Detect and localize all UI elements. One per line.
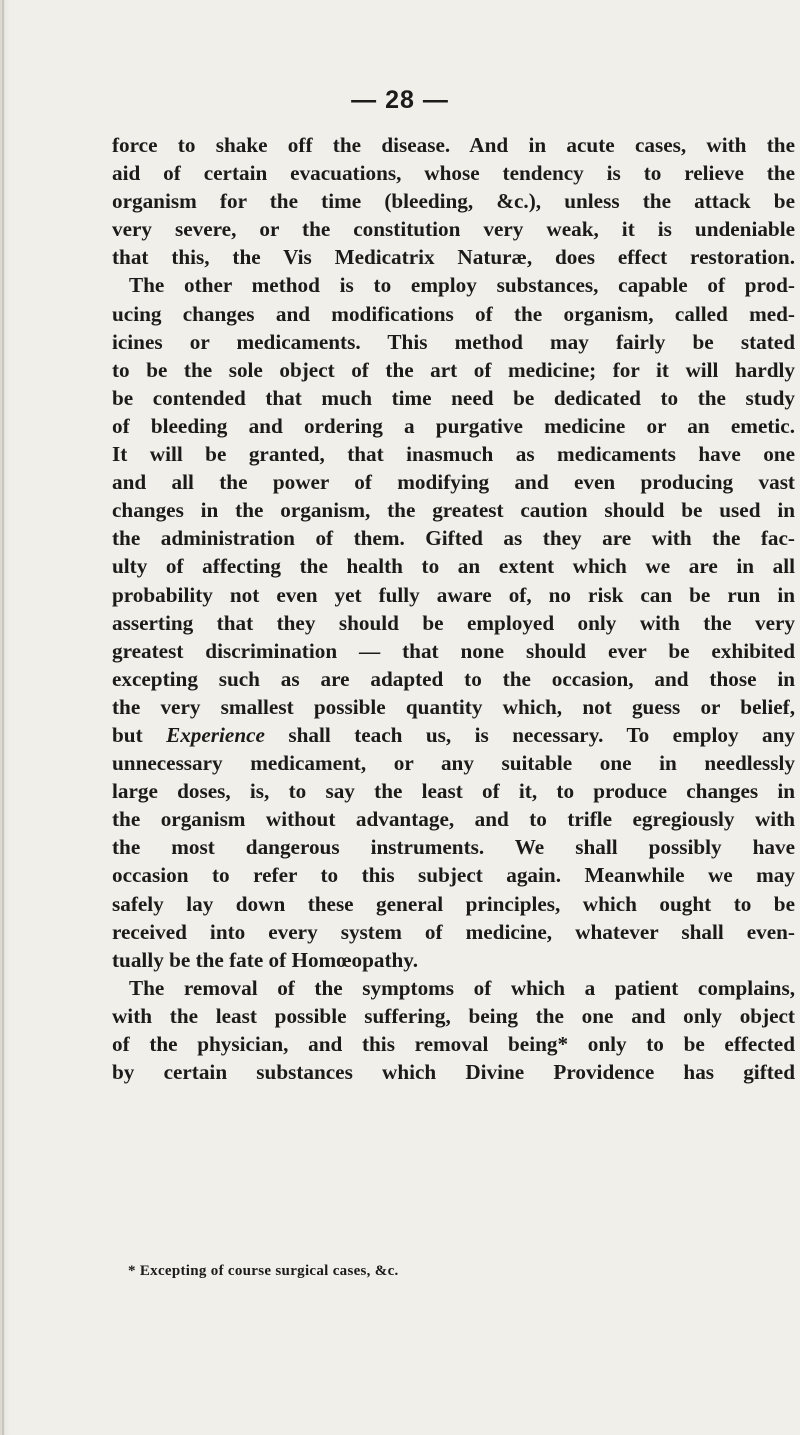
text-line: probability not even yet fully aware of, no risk can be run in	[112, 582, 795, 607]
text-line: with the least possible suffering, being the one and only object	[112, 1003, 795, 1028]
text-line: to be the sole object of the art of medicine; for it will hardly	[112, 357, 795, 382]
text-line: icines or medicaments. This method may fairly be stated	[112, 329, 795, 354]
text-line: ucing changes and modifications of the organism, called med-	[112, 301, 795, 326]
text-line: greatest discrimination — that none should ever be exhibited	[112, 638, 795, 663]
text-line: that this, the Vis Medicatrix Naturæ, does effect restoration.	[112, 245, 795, 270]
text-line: It will be granted, that inasmuch as medicaments have one	[112, 442, 795, 467]
paragraph-start-line: The other method is to employ substances, capable of prod-	[129, 273, 795, 298]
page-edge	[0, 0, 10, 1435]
text-line: safely lay down these general principles, which ought to be	[112, 891, 795, 916]
body-text	[112, 131, 795, 1086]
text-line: the organism without advantage, and to trifle egregiously with	[112, 807, 795, 832]
text-line: and all the power of modifying and even producing vast	[112, 470, 795, 495]
text-line-with-emphasis	[112, 721, 795, 749]
text-line: ulty of affecting the health to an extent which we are in all	[112, 554, 795, 579]
text-line: by certain substances which Divine Providence has gifted	[112, 1060, 795, 1085]
text-line: the most dangerous instruments. We shall possibly have	[112, 835, 795, 860]
text-line: asserting that they should be employed only with the very	[112, 610, 795, 635]
text-line: organism for the time (bleeding, &c.), unless the attack be	[112, 189, 795, 214]
text-line: the very smallest possible quantity which, not guess or belief,	[112, 694, 795, 719]
text-line: unnecessary medicament, or any suitable one in needlessly	[112, 751, 795, 776]
text-line: of the physician, and this removal being* only to be effected	[112, 1032, 795, 1056]
text-line: force to shake off the disease. And in acute cases, with the	[112, 133, 795, 157]
text-line: excepting such as are adapted to the occasion, and those in	[112, 666, 795, 691]
line-segment: but	[112, 722, 167, 747]
text-line: very severe, or the constitution very weak, it is undeniable	[112, 217, 795, 242]
paragraph-start-line: The removal of the symptoms of which a patient complains,	[129, 975, 795, 1000]
text-line: be contended that much time need be dedicated to the study	[112, 385, 795, 410]
text-line: received into every system of medicine, whatever shall even-	[112, 919, 795, 944]
footnote: * Excepting of course surgical cases, &c.	[128, 1263, 399, 1279]
text-line: occasion to refer to this subject again. Meanwhile we may	[112, 863, 795, 888]
emphasis-experience: Experience	[166, 722, 265, 747]
text-line: aid of certain evacuations, whose tendency is to relieve the	[112, 161, 795, 186]
paragraph-end-line: tually be the fate of Homœopathy.	[112, 947, 419, 972]
page-number: — 28 —	[351, 86, 449, 114]
text-line: the administration of them. Gifted as they are with the fac-	[112, 526, 795, 551]
line-segment: shall teach us, is necessary. To employ any	[264, 722, 795, 747]
text-line: of bleeding and ordering a purgative medicine or an emetic.	[112, 413, 795, 438]
text-line: large doses, is, to say the least of it, to produce changes in	[112, 779, 795, 804]
text-line: changes in the organism, the greatest caution should be used in	[112, 498, 795, 523]
